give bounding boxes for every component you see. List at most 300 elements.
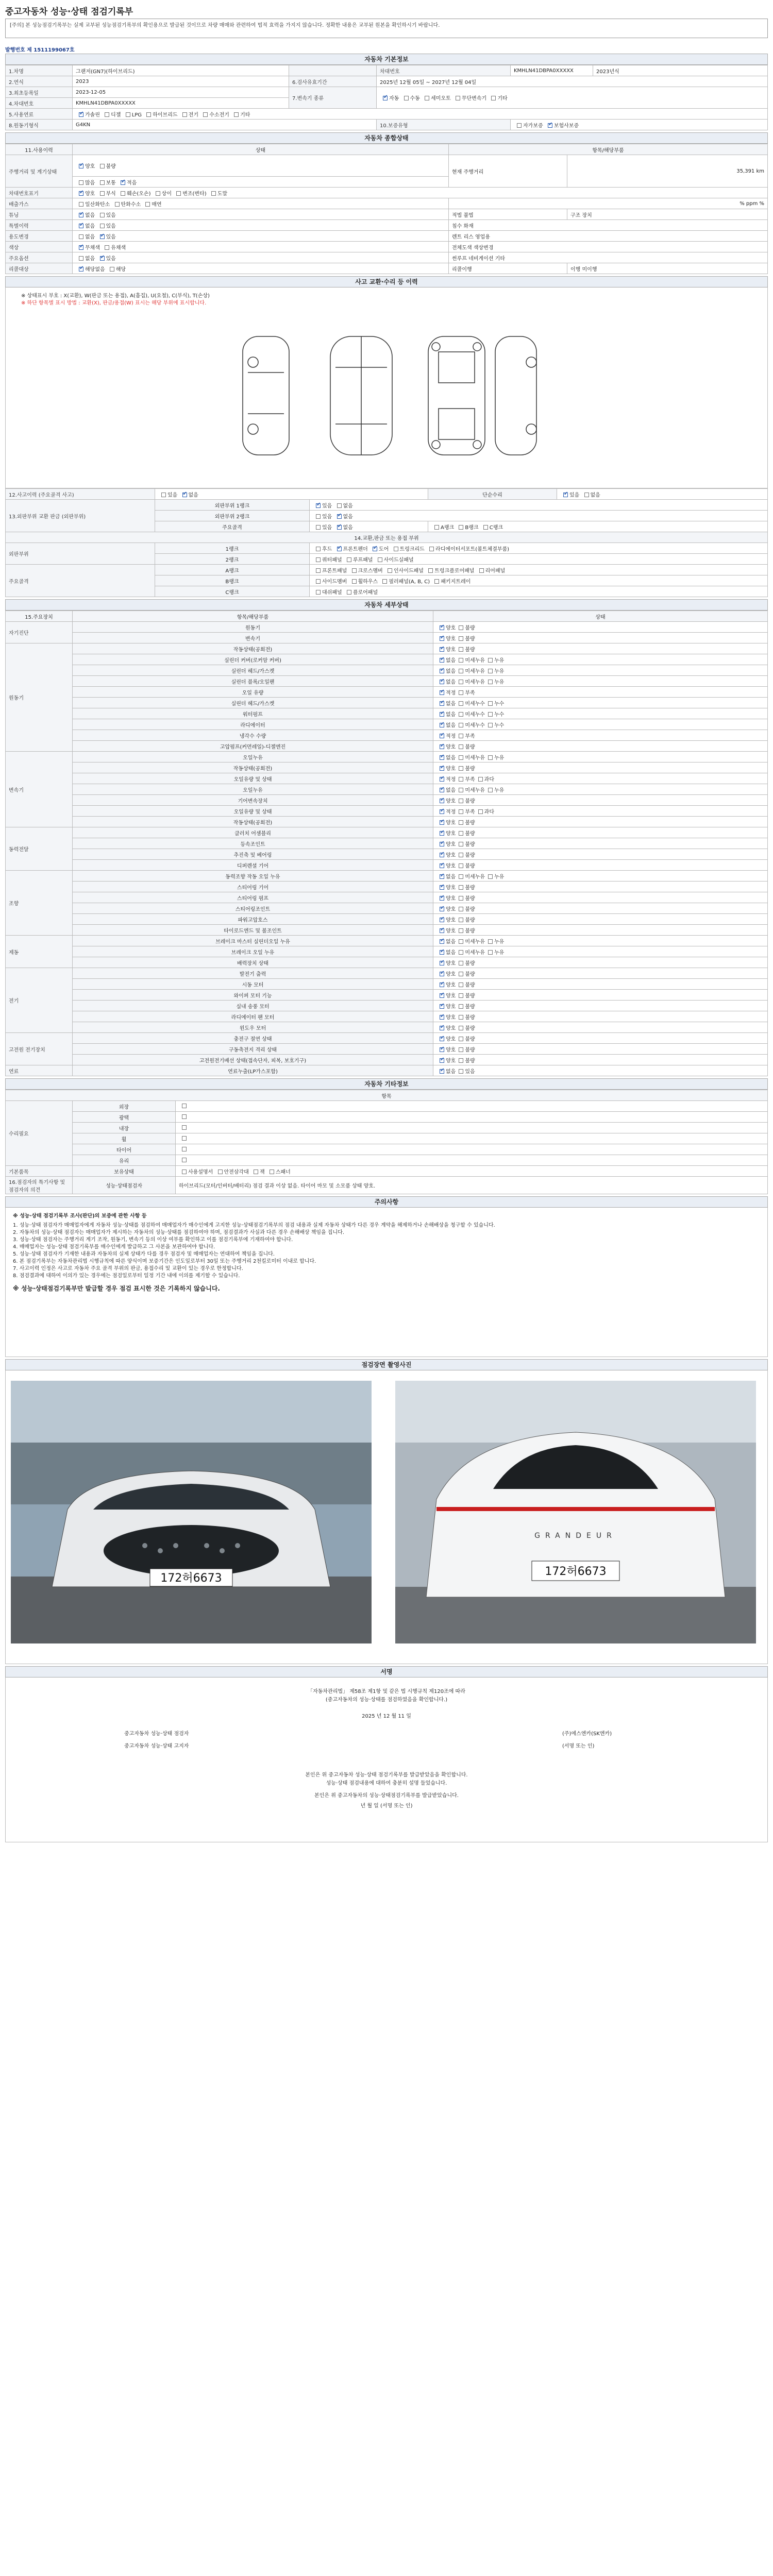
checkbox — [548, 123, 552, 128]
checkbox — [440, 788, 444, 792]
checkbox — [440, 1047, 444, 1052]
option: 있음 — [167, 492, 178, 498]
option: 누유 — [494, 657, 505, 664]
checkbox — [440, 755, 444, 760]
checkbox — [316, 514, 321, 519]
checkbox — [234, 112, 239, 117]
checkbox — [459, 939, 463, 944]
option: 없음 — [446, 874, 456, 880]
checkbox — [488, 669, 493, 673]
item-label: 냉각수 수량 — [73, 730, 433, 741]
checkbox — [459, 1047, 463, 1052]
signer-label: 중고자동차 성능·상태 고지자 — [124, 1743, 189, 1749]
table-row — [6, 817, 768, 827]
car-side-right — [495, 336, 536, 455]
option: 불량 — [465, 971, 475, 977]
status-options — [433, 871, 768, 882]
option: 미세누수 — [465, 722, 485, 728]
notes-heading: ※ 성능·상태 점검기록부 조사(판단)의 보증에 관한 사항 등 — [13, 1213, 147, 1219]
rank-label: C랭크 — [155, 586, 310, 597]
label: 12.사고이력 (주요골격 사고) — [6, 489, 155, 500]
checkbox — [182, 1170, 187, 1174]
item-label: 브레이크 마스터 실린더오일 누유 — [73, 936, 433, 946]
option: 수소전기 — [209, 112, 229, 118]
checkbox — [488, 723, 493, 727]
checkbox — [459, 690, 463, 695]
option: 미세누유 — [465, 950, 485, 956]
checkbox — [459, 766, 463, 771]
item-label: 워터펌프 — [73, 708, 433, 719]
option: 매연 — [152, 201, 162, 208]
table-row — [6, 719, 768, 730]
checkbox — [440, 1069, 444, 1074]
checkbox — [440, 1058, 444, 1063]
status-options — [433, 946, 768, 957]
table-header: 상태 — [73, 144, 449, 155]
option: 불량 — [465, 647, 475, 653]
status-options — [73, 242, 449, 252]
item-label: 이행 미이행 — [567, 263, 768, 274]
checkbox — [434, 525, 439, 530]
option: 트렁크리드 — [399, 546, 425, 552]
checkbox — [146, 112, 151, 117]
item-label: 배력장치 상태 — [73, 957, 433, 968]
table-row — [6, 968, 768, 979]
checkbox — [459, 734, 463, 738]
status-options — [433, 752, 768, 762]
item-label: 충전구 절연 상태 — [73, 1033, 433, 1044]
status-options — [433, 806, 768, 817]
option: 있음 — [106, 212, 116, 218]
statement: 본인은 위 중고자동차의 성능·상태점검기록부를 발급받았습니다. — [314, 1793, 459, 1799]
item-label: 오일 유량 — [73, 687, 433, 698]
status-options — [73, 263, 449, 274]
section-photos: 점검장면 촬영사진 — [5, 1359, 768, 1370]
parts-options — [310, 543, 768, 554]
option: 불량 — [465, 636, 475, 642]
checkbox — [456, 96, 460, 100]
table-row — [6, 1044, 768, 1055]
option: 누유 — [494, 755, 505, 761]
option: 있음 — [106, 256, 116, 262]
table-row — [6, 687, 768, 698]
option: 불량 — [465, 1036, 475, 1042]
checkbox — [347, 557, 351, 562]
option: 무단변속기 — [461, 96, 487, 101]
checkbox — [440, 874, 444, 879]
checkbox — [429, 547, 434, 551]
table-row — [6, 914, 768, 925]
options — [428, 521, 768, 532]
statement: 「자동차관리법」 제58조 제1항 및 같은 법 시행규칙 제120조에 따라 — [308, 1689, 465, 1694]
option: 대쉬패널 — [322, 589, 342, 596]
label: 1.차명 — [6, 65, 73, 76]
notice-box: [주의] 본 성능점검기록부는 실제 교부된 성능점검기록부의 확인용으로 발급된 것이므로 차량 매매와 관련하여 법적 효력을 가지지 않습니다. 정확한 내용은 교부된 원본을 확인하시기 바랍니다. — [5, 19, 768, 38]
item-label: 구동축전지 격리 상태 — [73, 1044, 433, 1055]
table-row — [6, 849, 768, 860]
checkbox — [440, 939, 444, 944]
signer-label: 중고자동차 성능·상태 점검자 — [124, 1731, 189, 1737]
item-label: 렌트 리스 영업용 — [449, 231, 768, 242]
checkbox — [440, 993, 444, 998]
checkbox — [440, 918, 444, 922]
checkbox — [440, 831, 444, 836]
status-options — [433, 622, 768, 633]
option: 필러패널(A, B, C) — [389, 579, 430, 585]
value: KMHLN41DBPA0XXXXX — [511, 65, 593, 76]
checkbox — [182, 112, 187, 117]
item-label: 고전원전기배선 상태(접속단자, 피복, 보호기구) — [73, 1055, 433, 1065]
notes-final: ※ 성능·상태점검기록부만 발급할 경우 점검 표시한 것은 기록하지 않습니다. — [13, 1285, 220, 1292]
photos-area — [5, 1370, 768, 1664]
group-label: 고전원 전기장치 — [6, 1033, 73, 1065]
checkbox — [563, 493, 568, 497]
label: 차대번호표기 — [6, 188, 73, 198]
checkbox — [440, 799, 444, 803]
table-row — [6, 1011, 768, 1022]
item-label: 실린더 블록/오일팬 — [73, 676, 433, 687]
note-line: 2. 자동차의 성능·상태 점검자는 매매업자가 제시하는 자동차의 성능·상태를 점검하여야 하며, 점검결과가 사실과 다른 경우 손해배상 책임을 집니다. — [13, 1230, 345, 1235]
note-line: 8. 점검결과에 대하여 이의가 있는 경우에는 점검일로부터 일정 기간 내에 이의를 제기할 수 있습니다. — [13, 1273, 240, 1279]
checkbox — [459, 625, 463, 630]
value: 그랜저(GN7)(하이브리드) — [73, 65, 289, 76]
option: 없음 — [446, 722, 456, 728]
option: 불량 — [465, 1047, 475, 1053]
checkbox — [382, 579, 387, 584]
item-label: 기어변속장치 — [73, 795, 433, 806]
table-header: 11.사용이력 — [6, 144, 73, 155]
option: 미세누수 — [465, 701, 485, 707]
checkbox — [488, 950, 493, 955]
mileage-value: 35,391 km — [567, 155, 768, 188]
option: 부족 — [465, 733, 475, 739]
rank-label: A랭크 — [155, 565, 310, 575]
item-label: 실린더 커버(로커암 커버) — [73, 654, 433, 665]
label: 3.최초등록일 — [6, 87, 73, 98]
table-row — [6, 730, 768, 741]
option: 없음 — [446, 787, 456, 793]
option: 있음 — [465, 1069, 475, 1075]
checkbox — [254, 1170, 258, 1174]
option: 양호 — [446, 863, 456, 869]
table-row — [6, 698, 768, 708]
option: 불량 — [465, 820, 475, 826]
option: 양호 — [446, 1058, 456, 1064]
option: 후드 — [322, 546, 332, 552]
status-options — [433, 827, 768, 838]
option: 양호 — [446, 1014, 456, 1021]
item-label: 스티어링조인트 — [73, 903, 433, 914]
item-label: 와이퍼 모터 기능 — [73, 990, 433, 1001]
photo-front — [11, 1381, 372, 1643]
table-row — [6, 654, 768, 665]
option: 미세누유 — [465, 874, 485, 880]
checkbox — [459, 1004, 463, 1009]
rank-label: 2랭크 — [155, 554, 310, 565]
checkbox — [459, 993, 463, 998]
option: 없음 — [446, 668, 456, 674]
checkbox — [316, 579, 321, 584]
option: 디젤 — [111, 112, 121, 118]
item-label: 변속기 — [73, 633, 433, 643]
group-label: 원동기 — [6, 643, 73, 752]
checkbox — [337, 547, 342, 551]
option: 누유 — [494, 874, 505, 880]
group-label: 수리필요 — [6, 1101, 73, 1166]
option: 불량 — [465, 1004, 475, 1010]
value: 2023-12-05 — [73, 87, 289, 98]
checkbox — [491, 96, 496, 100]
status-options — [433, 676, 768, 687]
checkbox — [373, 547, 377, 551]
table-row — [6, 633, 768, 643]
option: 불량 — [465, 885, 475, 891]
checkbox — [161, 493, 166, 497]
checkbox — [459, 788, 463, 792]
option: 불량 — [465, 993, 475, 999]
table-row — [6, 784, 768, 795]
option: 없음 — [343, 503, 353, 509]
table-row — [6, 773, 768, 784]
checkbox — [440, 766, 444, 771]
option: 과다 — [484, 809, 494, 815]
option: 도말 — [217, 191, 228, 197]
option: 과다 — [484, 776, 494, 783]
option: 누수 — [494, 701, 505, 707]
option: 불량 — [465, 1014, 475, 1021]
checkbox — [79, 256, 83, 261]
option: LPG — [131, 112, 142, 118]
checkbox — [459, 831, 463, 836]
status-options — [433, 654, 768, 665]
status-options — [433, 730, 768, 741]
checkbox — [79, 224, 83, 228]
item-label: 실린더 헤드/가스켓 — [73, 698, 433, 708]
option: 양호 — [446, 798, 456, 804]
checkbox — [459, 701, 463, 706]
item-label: 침수 화재 — [449, 220, 768, 231]
checkbox — [459, 961, 463, 965]
rank-label: B랭크 — [155, 575, 310, 586]
checkbox — [459, 1058, 463, 1063]
status-options — [433, 1055, 768, 1065]
note-line: 5. 성능·상태 점검자가 기재한 내용과 자동차의 실제 상태가 다를 경우 점검자 및 매매업자는 연대하여 책임을 집니다. — [13, 1251, 275, 1257]
option: 변조(변타) — [182, 191, 207, 197]
checkbox — [440, 1037, 444, 1041]
option: 양호 — [446, 647, 456, 653]
option: 불량 — [465, 744, 475, 750]
checkbox — [459, 1026, 463, 1030]
option: 불량 — [465, 798, 475, 804]
checkbox — [440, 1004, 444, 1009]
option: 프론트패널 — [322, 568, 347, 574]
table-header: 항목/해당부품 — [73, 611, 433, 622]
option: 플로어패널 — [352, 589, 378, 596]
status-options — [433, 903, 768, 914]
table-header: 항목 — [6, 1090, 768, 1101]
label: 주요골격 — [155, 521, 310, 532]
legend — [21, 293, 210, 307]
transmission-options — [377, 87, 768, 109]
label: 색상 — [6, 242, 73, 252]
option: 있음 — [106, 223, 116, 229]
item-label: 외장 — [73, 1101, 176, 1112]
checkbox — [459, 820, 463, 825]
checkbox — [459, 799, 463, 803]
option: 없음 — [188, 492, 198, 498]
item-label: 라디에이터 팬 모터 — [73, 1011, 433, 1022]
notes-box — [5, 1208, 768, 1357]
status-options — [433, 719, 768, 730]
status-options — [73, 155, 449, 177]
option: 없음 — [446, 755, 456, 761]
option: 불량 — [465, 766, 475, 772]
unit-label: % ppm % — [449, 198, 768, 209]
parts-options — [310, 554, 768, 565]
label: 기본품목 — [6, 1166, 73, 1177]
table-row — [6, 925, 768, 936]
parts-options — [310, 575, 768, 586]
option: 사이드멤버 — [322, 579, 347, 585]
option: 루프패널 — [352, 557, 373, 563]
checkbox — [352, 579, 357, 584]
warranty-options — [511, 120, 768, 130]
option: 불량 — [465, 841, 475, 848]
status-options — [433, 698, 768, 708]
status-options — [433, 643, 768, 654]
checkbox — [126, 112, 130, 117]
group-label: 제동 — [6, 936, 73, 968]
option: 일산화탄소 — [85, 201, 110, 208]
document — [5, 4, 768, 1842]
value: 2025년 12월 05일 ~ 2027년 12월 04일 — [377, 76, 768, 87]
item-label: 연료누출(LP가스포함) — [73, 1065, 433, 1076]
checkbox — [440, 734, 444, 738]
table-row — [6, 676, 768, 687]
option: 양호 — [446, 982, 456, 988]
checkbox — [440, 723, 444, 727]
item-label: 썬루프 네비게이션 기타 — [449, 252, 768, 263]
option: 불량 — [465, 1058, 475, 1064]
checkbox — [459, 723, 463, 727]
option: B랭크 — [465, 524, 479, 531]
option: 패키지트레이 — [441, 579, 471, 585]
checkbox — [488, 874, 493, 879]
option: 불량 — [465, 917, 475, 923]
checkbox — [459, 928, 463, 933]
checkbox — [211, 191, 216, 196]
group-label: 변속기 — [6, 752, 73, 827]
option: 누유 — [494, 939, 505, 945]
section-overall-status: 자동차 종합상태 — [5, 132, 768, 144]
option: 불량 — [465, 895, 475, 902]
option: 적정 — [446, 733, 456, 739]
option: 트렁크플로어패널 — [434, 568, 475, 574]
option: 양호 — [85, 191, 95, 197]
checkbox — [440, 647, 444, 652]
signer-mark: (서명 또는 인) — [562, 1743, 595, 1749]
table-row — [6, 936, 768, 946]
option: 수동 — [410, 96, 420, 101]
option: 양호 — [446, 993, 456, 999]
status-options — [433, 1044, 768, 1055]
status-options — [433, 925, 768, 936]
item-label: 스티어링 기어 — [73, 882, 433, 892]
status-options — [433, 784, 768, 795]
option: 없음 — [343, 514, 353, 520]
item-label: 디퍼렌셜 기어 — [73, 860, 433, 871]
sign-date: 2025 년 12 월 11 일 — [362, 1714, 411, 1719]
checkbox — [105, 245, 109, 250]
item-label: 휠 — [73, 1133, 176, 1144]
label — [289, 65, 377, 76]
option: 리어패널 — [485, 568, 506, 574]
section-accident: 사고 교환·수리 등 이력 — [5, 276, 768, 287]
label: 차대번호 — [377, 65, 511, 76]
checkbox — [79, 164, 83, 168]
status-options — [73, 220, 449, 231]
checkbox — [440, 1026, 444, 1030]
item-label: 실린더 헤드/가스켓 — [73, 665, 433, 676]
checkbox — [440, 690, 444, 695]
option: 양호 — [446, 960, 456, 967]
statement: (중고자동차의 성능·상태를 점검하였음을 확인합니다.) — [325, 1697, 448, 1703]
option: 부족 — [465, 690, 475, 696]
options — [310, 500, 768, 511]
checkbox — [459, 896, 463, 901]
checkbox — [440, 625, 444, 630]
checkbox — [316, 547, 321, 551]
option: 양호 — [446, 1004, 456, 1010]
status-options — [433, 773, 768, 784]
checkbox — [440, 907, 444, 911]
status-options — [73, 209, 449, 220]
status-options — [433, 762, 768, 773]
item-label: 발전기 출력 — [73, 968, 433, 979]
label: 리콜대상 — [6, 263, 73, 274]
option: 프론트펜더 — [343, 546, 368, 552]
checkbox — [459, 658, 463, 663]
checkbox — [79, 267, 83, 272]
checkbox — [79, 234, 83, 239]
status-options — [433, 817, 768, 827]
checkbox — [182, 1104, 187, 1108]
section-detail-status: 자동차 세부상태 — [5, 599, 768, 611]
table-row — [6, 1022, 768, 1033]
badge-text: GRANDEUR — [534, 1532, 617, 1540]
option: 없음 — [446, 657, 456, 664]
checkbox — [425, 96, 429, 100]
option: 전기 — [188, 112, 199, 118]
checkbox — [517, 123, 522, 128]
checkbox — [459, 809, 463, 814]
checkbox — [440, 896, 444, 901]
option: 해당없음 — [85, 266, 105, 273]
item-label: 유리 — [73, 1155, 176, 1166]
car-diagram-area — [5, 287, 768, 488]
option: 부족 — [465, 809, 475, 815]
checkbox — [459, 647, 463, 652]
table-row — [6, 990, 768, 1001]
label: 특별이력 — [6, 220, 73, 231]
checkbox — [440, 777, 444, 782]
checkbox — [156, 191, 160, 196]
table-row — [6, 1033, 768, 1044]
label: 단순수리 — [428, 489, 557, 500]
checkbox — [79, 245, 83, 250]
checkbox — [459, 842, 463, 846]
checkbox — [459, 755, 463, 760]
